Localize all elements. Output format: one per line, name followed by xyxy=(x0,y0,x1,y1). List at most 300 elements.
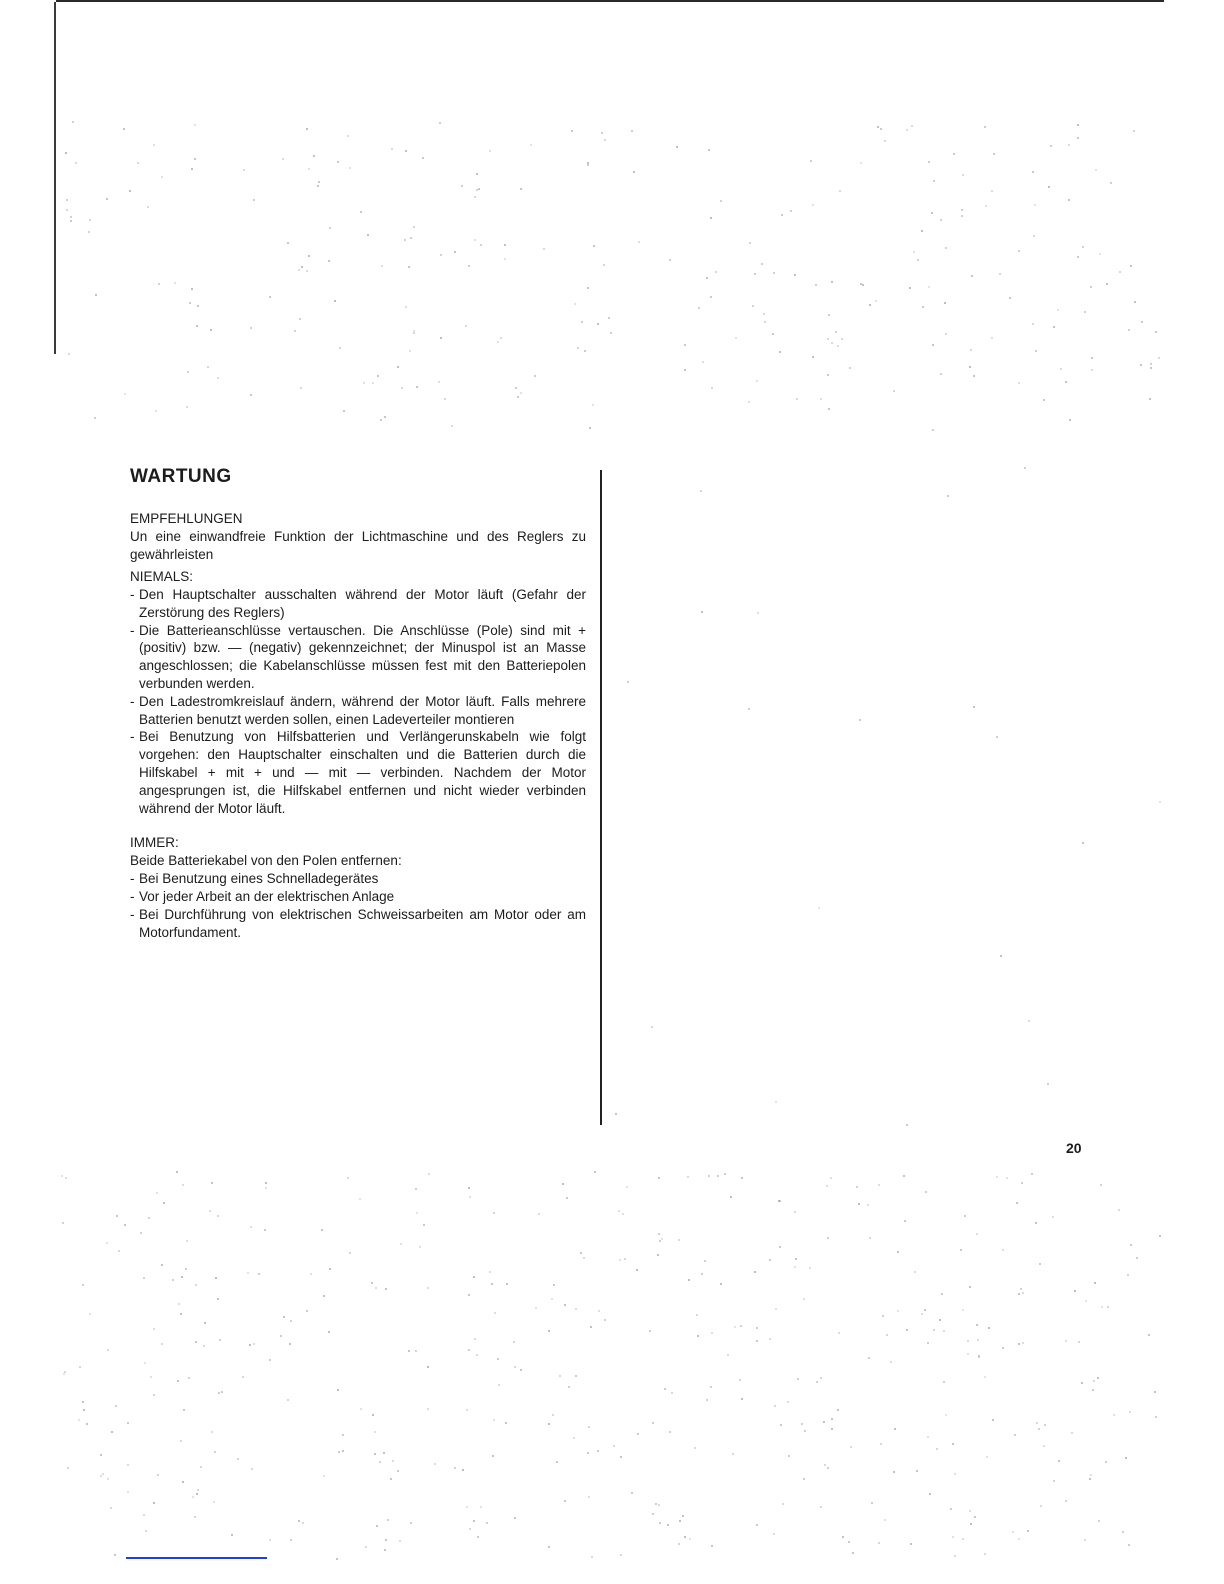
speckle-dot xyxy=(831,1428,833,1430)
speckle-dot xyxy=(434,1463,436,1465)
speckle-dot xyxy=(497,341,499,343)
speckle-dot xyxy=(601,132,603,134)
speckle-dot xyxy=(231,1534,233,1536)
speckle-dot xyxy=(469,1196,471,1198)
speckle-dot xyxy=(708,1175,710,1177)
speckle-dot xyxy=(1082,842,1084,844)
speckle-dot xyxy=(1100,1184,1102,1186)
speckle-dot xyxy=(321,1229,323,1231)
speckle-dot xyxy=(1078,1341,1080,1343)
speckle-dot xyxy=(513,1341,515,1343)
speckle-dot xyxy=(1069,419,1071,421)
speckle-dot xyxy=(379,1461,381,1463)
speckle-dot xyxy=(849,367,851,369)
speckle-dot xyxy=(1053,326,1055,328)
speckle-dot xyxy=(399,1540,401,1542)
speckle-dot xyxy=(756,380,758,382)
speckle-dot xyxy=(1081,1382,1083,1384)
speckle-dot xyxy=(841,338,843,340)
speckle-dot xyxy=(878,1184,880,1186)
speckle-dot xyxy=(504,258,506,260)
speckle-dot xyxy=(123,128,125,130)
speckle-dot xyxy=(1110,182,1112,184)
speckle-dot xyxy=(1018,382,1020,384)
speckle-dot xyxy=(282,158,284,160)
speckle-dot xyxy=(1128,1544,1130,1546)
speckle-dot xyxy=(210,329,212,331)
speckle-dot xyxy=(637,1433,639,1435)
speckle-dot xyxy=(780,1424,782,1426)
speckle-dot xyxy=(1024,467,1026,469)
speckle-dot xyxy=(186,406,188,408)
speckle-dot xyxy=(380,419,382,421)
speckle-dot xyxy=(856,1186,858,1188)
speckle-dot xyxy=(102,1473,104,1475)
speckle-dot xyxy=(921,230,923,232)
speckle-dot xyxy=(497,1358,499,1360)
speckle-dot xyxy=(476,1354,478,1356)
speckle-dot xyxy=(365,1546,367,1548)
speckle-dot xyxy=(298,1520,300,1522)
speckle-dot xyxy=(195,1341,197,1343)
speckle-dot xyxy=(183,1409,185,1411)
speckle-dot xyxy=(405,306,407,308)
speckle-dot xyxy=(172,1279,174,1281)
speckle-dot xyxy=(880,1443,882,1445)
speckle-dot xyxy=(374,1453,376,1455)
speckle-dot xyxy=(711,1545,713,1547)
speckle-dot xyxy=(795,1258,797,1260)
speckle-dot xyxy=(619,1259,621,1261)
speckle-dot xyxy=(1036,1422,1038,1424)
speckle-dot xyxy=(943,1330,945,1332)
speckle-dot xyxy=(264,1229,266,1231)
speckle-dot xyxy=(1084,311,1086,313)
speckle-dot xyxy=(192,1496,194,1498)
speckle-dot xyxy=(735,337,737,339)
speckle-dot xyxy=(492,1455,494,1457)
speckle-dot xyxy=(862,284,864,286)
speckle-dot xyxy=(860,283,862,285)
speckle-dot xyxy=(1085,1300,1087,1302)
speckle-dot xyxy=(360,1408,362,1410)
speckle-dot xyxy=(556,1461,558,1463)
speckle-dot xyxy=(339,347,341,349)
list-item-text: Bei Benutzung eines Schnelladegerätes xyxy=(139,871,379,887)
speckle-dot xyxy=(1002,1347,1004,1349)
speckle-dot xyxy=(996,736,998,738)
speckle-dot xyxy=(867,1204,869,1206)
speckle-dot xyxy=(1022,1292,1024,1294)
speckle-dot xyxy=(669,1431,671,1433)
speckle-dot xyxy=(839,190,841,192)
speckle-dot xyxy=(114,1554,116,1556)
speckle-dot xyxy=(1071,1432,1073,1434)
speckle-dot xyxy=(756,1524,758,1526)
speckle-dot xyxy=(243,169,245,171)
speckle-dot xyxy=(591,1556,593,1558)
speckle-dot xyxy=(383,1452,385,1454)
speckle-dot xyxy=(999,273,1001,275)
speckle-dot xyxy=(1136,1257,1138,1259)
speckle-dot xyxy=(196,325,198,327)
speckle-dot xyxy=(514,1366,516,1368)
speckle-dot xyxy=(590,1326,592,1328)
speckle-dot xyxy=(157,1474,159,1476)
speckle-dot xyxy=(831,342,833,344)
speckle-dot xyxy=(500,337,502,339)
speckle-dot xyxy=(649,1330,651,1332)
speckle-dot xyxy=(633,171,635,173)
speckle-dot xyxy=(444,398,446,400)
list-item-text: Vor jeder Arbeit an der elektrischen Anlage xyxy=(139,889,395,905)
speckle-dot xyxy=(506,1283,508,1285)
speckle-dot xyxy=(597,1450,599,1452)
speckle-dot xyxy=(820,1506,822,1508)
speckle-dot xyxy=(66,209,68,211)
speckle-dot xyxy=(730,1196,732,1198)
speckle-dot xyxy=(200,1466,202,1468)
speckle-dot xyxy=(701,611,703,613)
speckle-dot xyxy=(538,1213,540,1215)
speckle-dot xyxy=(203,1345,205,1347)
speckle-dot xyxy=(831,1418,833,1420)
speckle-dot xyxy=(756,1327,758,1329)
speckle-dot xyxy=(906,1124,908,1126)
speckle-dot xyxy=(196,1493,198,1495)
list-dash: - xyxy=(130,871,135,887)
speckle-dot xyxy=(250,327,252,329)
speckle-dot xyxy=(827,1467,829,1469)
speckle-dot xyxy=(1098,1520,1100,1522)
speckle-dot xyxy=(454,251,456,253)
speckle-dot xyxy=(875,300,877,302)
speckle-dot xyxy=(360,211,362,213)
speckle-dot xyxy=(269,1539,271,1541)
speckle-dot xyxy=(962,174,964,176)
speckle-dot xyxy=(816,1381,818,1383)
speckle-dot xyxy=(1028,1020,1030,1022)
speckle-dot xyxy=(682,1515,684,1517)
speckle-dot xyxy=(115,1405,117,1407)
speckle-dot xyxy=(520,188,522,190)
speckle-dot xyxy=(439,122,441,124)
speckle-dot xyxy=(410,1522,412,1524)
speckle-dot xyxy=(577,347,579,349)
speckle-dot xyxy=(763,313,765,315)
speckle-dot xyxy=(1129,1411,1131,1413)
speckle-dot xyxy=(1031,1173,1033,1175)
speckle-dot xyxy=(932,429,934,431)
speckle-dot xyxy=(708,149,710,151)
speckle-dot xyxy=(363,382,365,384)
speckle-dot xyxy=(75,162,77,164)
speckle-dot xyxy=(213,1501,215,1503)
speckle-dot xyxy=(1065,381,1067,383)
speckle-dot xyxy=(214,1451,216,1453)
speckle-dot xyxy=(961,209,963,211)
speckle-dot xyxy=(580,1252,582,1254)
speckle-dot xyxy=(342,1434,344,1436)
speckle-dot xyxy=(575,1375,577,1377)
speckle-dot xyxy=(118,1250,120,1252)
speckle-dot xyxy=(945,1414,947,1416)
speckle-dot xyxy=(337,161,339,163)
speckle-dot xyxy=(893,390,895,392)
speckle-dot xyxy=(384,1549,386,1551)
speckle-dot xyxy=(469,1528,471,1530)
speckle-dot xyxy=(954,1555,956,1557)
speckle-dot xyxy=(217,1215,219,1217)
speckle-dot xyxy=(329,227,331,229)
list-item xyxy=(130,728,586,817)
speckle-dot xyxy=(933,180,935,182)
speckle-dot xyxy=(848,1541,850,1543)
speckle-dot xyxy=(801,1423,803,1425)
speckle-dot xyxy=(283,1316,285,1318)
speckle-dot xyxy=(971,275,973,277)
speckle-dot xyxy=(774,1405,776,1407)
speckle-dot xyxy=(598,1310,600,1312)
speckle-dot xyxy=(189,302,191,304)
speckle-dot xyxy=(659,1522,661,1524)
speckle-dot xyxy=(636,1269,638,1271)
speckle-dot xyxy=(347,135,349,137)
speckle-dot xyxy=(773,1533,775,1535)
speckle-dot xyxy=(992,1419,994,1421)
speckle-dot xyxy=(153,1394,155,1396)
speckle-dot xyxy=(543,248,545,250)
speckle-dot xyxy=(251,1468,253,1470)
speckle-dot xyxy=(929,1493,931,1495)
speckle-dot xyxy=(477,1536,479,1538)
speckle-dot xyxy=(652,1513,654,1515)
speckle-dot xyxy=(717,1175,719,1177)
speckle-dot xyxy=(568,1386,570,1388)
speckle-dot xyxy=(1018,1538,1020,1540)
list-item-text: Bei Benutzung von Hilfsbatterien und Verlängerunskabeln wie folgt vorgehen: den Hauptschalter einschalten und die Batterien durch die Hilfskabel + mit + und — mit — verbinden. Nachdem der Motor angesprungen ist, die Hilfskabel entfernen und nicht wieder verbinden während der Motor läuft. xyxy=(139,729,586,816)
speckle-dot xyxy=(741,1177,743,1179)
speckle-dot xyxy=(1077,256,1079,258)
speckle-dot xyxy=(88,231,90,233)
speckle-dot xyxy=(290,1539,292,1541)
list-item-text: Den Ladestromkreislauf ändern, während der Motor läuft. Falls mehrere Batterien benutzt werden sollen, einen Ladeverteiler montieren xyxy=(139,693,586,727)
speckle-dot xyxy=(804,1430,806,1432)
speckle-dot xyxy=(486,1522,488,1524)
speckle-dot xyxy=(489,1271,491,1273)
speckle-dot xyxy=(588,1496,590,1498)
speckle-dot xyxy=(468,1349,470,1351)
speckle-dot xyxy=(250,1226,252,1228)
speckle-dot xyxy=(494,1312,496,1314)
speckle-dot xyxy=(1091,357,1093,359)
speckle-dot xyxy=(474,239,476,241)
page-number: 20 xyxy=(1066,1140,1082,1156)
always-block xyxy=(130,834,586,941)
speckle-dot xyxy=(153,1502,155,1504)
speckle-dot xyxy=(294,330,296,332)
speckle-dot xyxy=(375,1287,377,1289)
speckle-dot xyxy=(161,1264,163,1266)
speckle-dot xyxy=(410,237,412,239)
speckle-dot xyxy=(548,1330,550,1332)
speckle-dot xyxy=(724,1173,726,1175)
speckle-dot xyxy=(306,1310,308,1312)
speckle-dot xyxy=(1027,1530,1029,1532)
speckle-dot xyxy=(973,375,975,377)
speckle-dot xyxy=(985,205,987,207)
speckle-dot xyxy=(1021,1182,1023,1184)
speckle-dot xyxy=(827,374,829,376)
speckle-dot xyxy=(589,427,591,429)
speckle-dot xyxy=(1002,1249,1004,1251)
speckle-dot xyxy=(328,1331,330,1333)
speckle-dot xyxy=(86,1423,88,1425)
speckle-dot xyxy=(289,1343,291,1345)
speckle-dot xyxy=(587,162,589,164)
speckle-dot xyxy=(181,1276,183,1278)
speckle-dot xyxy=(914,1271,916,1273)
speckle-dot xyxy=(520,392,522,394)
speckle-dot xyxy=(143,1277,145,1279)
speckle-dot xyxy=(1159,1235,1161,1237)
speckle-dot xyxy=(893,1471,895,1473)
speckle-dot xyxy=(702,361,704,363)
speckle-dot xyxy=(969,1510,971,1512)
speckle-dot xyxy=(620,1554,622,1556)
speckle-dot xyxy=(818,907,820,909)
speckle-dot xyxy=(376,1525,378,1527)
speckle-dot xyxy=(754,1271,756,1273)
speckle-dot xyxy=(564,1500,566,1502)
speckle-dot xyxy=(566,1197,568,1199)
speckle-dot xyxy=(384,416,386,418)
speckle-dot xyxy=(466,1506,468,1508)
speckle-dot xyxy=(70,220,72,222)
speckle-dot xyxy=(397,366,399,368)
speckle-dot xyxy=(720,200,722,202)
speckle-dot xyxy=(610,332,612,334)
speckle-dot xyxy=(1149,398,1151,400)
speckle-dot xyxy=(1035,1222,1037,1224)
speckle-dot xyxy=(837,1409,839,1411)
speckle-dot xyxy=(1130,1244,1132,1246)
speckle-dot xyxy=(588,1426,590,1428)
speckle-dot xyxy=(413,332,415,334)
speckle-dot xyxy=(921,1313,923,1315)
speckle-dot xyxy=(323,1295,325,1297)
speckle-dot xyxy=(185,1268,187,1270)
speckle-dot xyxy=(984,126,986,128)
speckle-dot xyxy=(408,1350,410,1352)
speckle-dot xyxy=(797,1378,799,1380)
speckle-dot xyxy=(858,1203,860,1205)
list-item xyxy=(130,870,586,888)
speckle-dot xyxy=(933,1329,935,1331)
never-label: NIEMALS: xyxy=(130,569,194,584)
list-item xyxy=(130,888,586,906)
speckle-dot xyxy=(1043,1445,1045,1447)
speckle-dot xyxy=(342,1450,344,1452)
speckle-dot xyxy=(877,126,879,128)
speckle-dot xyxy=(661,1238,663,1240)
speckle-dot xyxy=(70,216,72,218)
speckle-dot xyxy=(838,1332,840,1334)
speckle-dot xyxy=(739,1379,741,1381)
speckle-dot xyxy=(1035,350,1037,352)
speckle-dot xyxy=(852,1552,854,1554)
speckle-dot xyxy=(1068,199,1070,201)
speckle-dot xyxy=(967,1340,969,1342)
speckle-dot xyxy=(1077,137,1079,139)
speckle-dot xyxy=(1077,124,1079,126)
speckle-dot xyxy=(749,242,751,244)
speckle-dot xyxy=(517,396,519,398)
speckle-dot xyxy=(803,1298,805,1300)
list-dash: - xyxy=(130,906,135,922)
speckle-dot xyxy=(1099,253,1101,255)
speckle-dot xyxy=(428,1173,430,1175)
speckle-dot xyxy=(116,1215,118,1217)
speckle-dot xyxy=(664,1388,666,1390)
list-item-text: Den Hauptschalter ausschalten während der Motor läuft (Gefahr der Zerstörung des Reglers) xyxy=(139,587,586,620)
speckle-dot xyxy=(427,1366,429,1368)
speckle-dot xyxy=(710,1386,712,1388)
speckle-dot xyxy=(473,1520,475,1522)
list-item xyxy=(130,622,586,693)
speckle-dot xyxy=(967,1353,969,1355)
speckle-dot xyxy=(1128,329,1130,331)
speckle-dot xyxy=(65,1177,67,1179)
speckle-dot xyxy=(952,1443,954,1445)
list-dash: - xyxy=(130,587,135,602)
speckle-dot xyxy=(697,1335,699,1337)
speckle-dot xyxy=(94,417,96,419)
speckle-dot xyxy=(551,1298,553,1300)
speckle-dot xyxy=(658,1177,660,1179)
speckle-dot xyxy=(781,214,783,216)
speckle-dot xyxy=(415,1188,417,1190)
speckle-dot xyxy=(409,350,411,352)
speckle-dot xyxy=(922,306,924,308)
speckle-dot xyxy=(61,1175,63,1177)
speckle-dot xyxy=(153,1328,155,1330)
speckle-dot xyxy=(416,386,418,388)
speckle-dot xyxy=(698,307,700,309)
speckle-dot xyxy=(809,1267,811,1269)
speckle-dot xyxy=(336,1558,338,1560)
speckle-dot xyxy=(387,1519,389,1521)
speckle-dot xyxy=(869,1237,871,1239)
speckle-dot xyxy=(909,287,911,289)
speckle-dot xyxy=(927,1436,929,1438)
speckle-dot xyxy=(338,1451,340,1453)
speckle-dot xyxy=(820,1377,822,1379)
speckle-dot xyxy=(1090,286,1092,288)
speckle-dot xyxy=(391,148,393,150)
speckle-dot xyxy=(1053,1480,1055,1482)
speckle-dot xyxy=(711,387,713,389)
speckle-dot xyxy=(197,305,199,307)
speckle-dot xyxy=(158,283,160,285)
speckle-dot xyxy=(684,344,686,346)
speckle-dot xyxy=(79,1366,81,1368)
speckle-dot xyxy=(969,1286,971,1288)
speckle-dot xyxy=(474,196,476,198)
speckle-dot xyxy=(622,1213,624,1215)
speckle-dot xyxy=(1105,1461,1107,1463)
speckle-dot xyxy=(161,176,163,178)
